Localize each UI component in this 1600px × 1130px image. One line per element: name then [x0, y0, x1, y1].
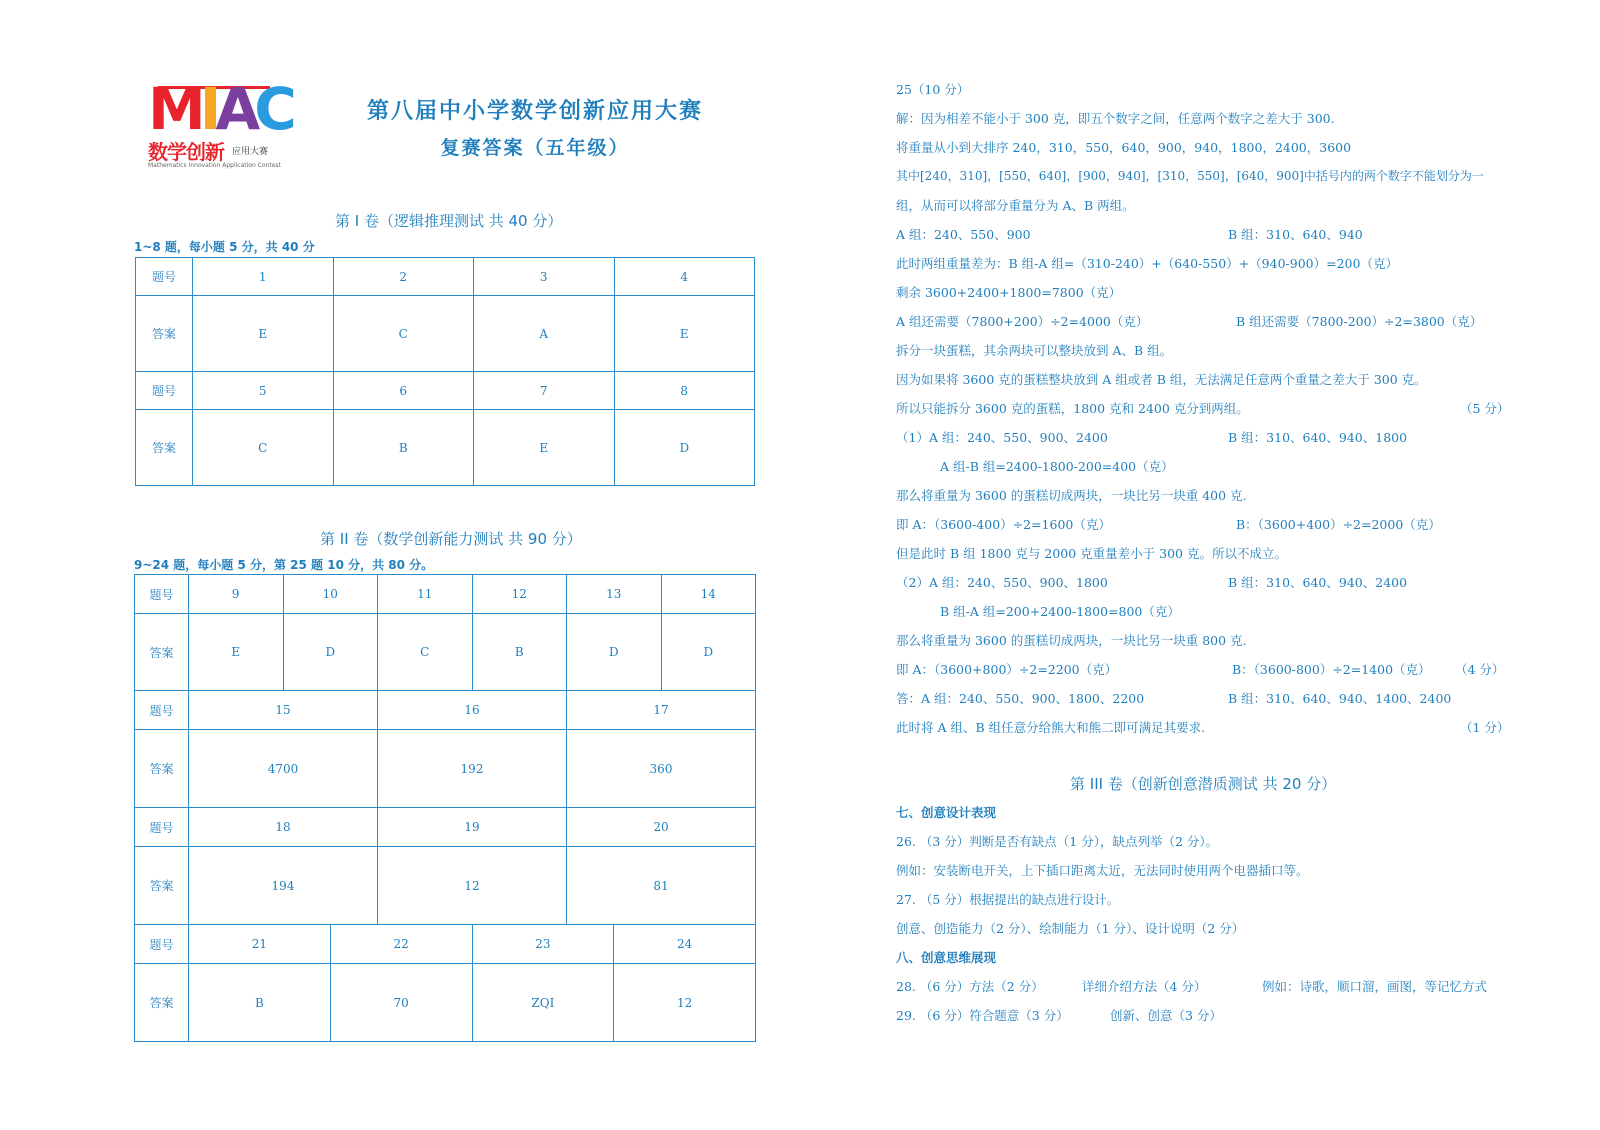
table-row: 答案 E D C B D D — [135, 614, 756, 691]
solution-line: 所以只能拆分 3600 克的蛋糕，1800 克和 2400 克分到两组。 — [896, 401, 1249, 416]
part2-title: 第 II 卷（数学创新能力测试 共 90 分） — [320, 530, 582, 548]
q27-detail: 创意、创造能力（2 分）、绘制能力（1 分）、设计说明（2 分） — [896, 921, 1245, 936]
solution-line: B：（3600-800）÷2=1400（克） — [1232, 662, 1431, 677]
solution-line: B 组-A 组=200+2400-1800=800（克） — [940, 604, 1180, 619]
part2-table-15-17 — [134, 690, 756, 808]
solution-line: （1）A 组：240、550、900、2400 — [896, 430, 1108, 445]
table-row: 题号 15 16 17 — [135, 691, 756, 730]
solution-line: 此时两组重量差为：B 组-A 组=（310-240）+（640-550）+（940-900）=200（克） — [896, 256, 1398, 271]
part1-note: 1~8 题，每小题 5 分，共 40 分 — [134, 240, 315, 254]
table-row: 题号 18 19 20 — [135, 808, 756, 847]
solution-line: 解：因为相差不能小于 300 克，即五个数字之间，任意两个数字之差大于 300. — [896, 111, 1335, 126]
solution-line: 答：A 组：240、550、900、1800、2200 — [896, 691, 1145, 706]
section-7-heading: 七、创意设计表现 — [896, 805, 997, 820]
table-row: 答案 B 70 ZQI 12 — [135, 964, 756, 1042]
table-row: 答案 194 12 81 — [135, 847, 756, 925]
solution-line: 此时将 A 组、B 组任意分给熊大和熊二即可满足其要求. — [896, 720, 1206, 735]
q29-detail: 创新、创意（3 分） — [1110, 1008, 1222, 1023]
table-row: 题号 9 10 11 12 13 14 — [135, 575, 756, 614]
solution-line: 将重量从小到大排序 240，310，550，640，900，940，1800，2400，3600 — [896, 140, 1352, 155]
logo-chinese-small: 应用大赛 — [232, 147, 269, 157]
score-note: （4 分） — [1455, 662, 1505, 677]
part2-table-9-14 — [134, 574, 756, 691]
solution-line: 拆分一块蛋糕，其余两块可以整块放到 A、B 组。 — [896, 343, 1173, 358]
solution-line: B 组：310、640、940、1400、2400 — [1228, 691, 1452, 706]
table-row: 答案 E C A E — [136, 296, 755, 372]
solution-line: 即 A：（3600-400）÷2=1600（克） — [896, 517, 1111, 532]
solution-line: 因为如果将 3600 克的蛋糕整块放到 A 组或者 B 组，无法满足任意两个重量之差大于 300 克。 — [896, 372, 1427, 387]
solution-line: 但是此时 B 组 1800 克与 2000 克重量差小于 300 克。所以不成立。 — [896, 546, 1287, 561]
solution-line: A 组-B 组=2400-1800-200=400（克） — [940, 459, 1174, 474]
part1-answer-table — [135, 257, 755, 486]
q28-detail: 详细介绍方法（4 分） — [1082, 979, 1207, 994]
solution-line: B：（3600+400）÷2=2000（克） — [1236, 517, 1441, 532]
q25-heading: 25（10 分） — [896, 82, 970, 97]
solution-line: 其中[240，310]，[550，640]，[900，940]，[310，550]，[640，900]中括号内的两个数字不能划分为一 — [896, 169, 1484, 183]
q28-line: 28. （6 分）方法（2 分） — [896, 979, 1044, 994]
solution-line: （2）A 组：240、550、900、1800 — [896, 575, 1108, 590]
q26-example: 例如：安装断电开关，上下插口距离太近，无法同时使用两个电器插口等。 — [896, 863, 1309, 878]
solution-line: 剩余 3600+2400+1800=7800（克） — [896, 285, 1122, 300]
solution-line: B 组：310、640、940、2400 — [1228, 575, 1408, 590]
page-title: 第八届中小学数学创新应用大赛 — [366, 98, 703, 124]
part2-table-21-24 — [134, 924, 756, 1042]
part3-title: 第 III 卷（创新创意潜质测试 共 20 分） — [1070, 775, 1337, 793]
table-row: 题号 1 2 3 4 — [136, 258, 755, 296]
solution-line: A 组还需要（7800+200）÷2=4000（克） — [896, 314, 1149, 329]
score-note: （5 分） — [1460, 401, 1510, 416]
solution-line: B 组：310、640、940、1800 — [1228, 430, 1408, 445]
part2-table-18-20 — [134, 807, 756, 925]
solution-line: B 组还需要（7800-200）÷2=3800（克） — [1236, 314, 1483, 329]
table-row: 答案 C B E D — [136, 410, 755, 486]
score-note: （1 分） — [1460, 720, 1510, 735]
solution-line: 即 A：（3600+800）÷2=2200（克） — [896, 662, 1118, 677]
q28-example: 例如：诗歌，顺口溜，画图，等记忆方式 — [1262, 979, 1488, 994]
table-row: 题号 21 22 23 24 — [135, 925, 756, 964]
q27-line: 27. （5 分）根据提出的缺点进行设计。 — [896, 892, 1120, 907]
contest-logo — [148, 75, 291, 172]
part1-title: 第 I 卷（逻辑推理测试 共 40 分） — [335, 212, 563, 230]
solution-line: B 组：310、640、940 — [1228, 227, 1363, 242]
table-row: 答案 4700 192 360 — [135, 730, 756, 808]
q26-line: 26. （3 分）判断是否有缺点（1 分），缺点列举（2 分）。 — [896, 834, 1219, 849]
solution-line: 组，从而可以将部分重量分为 A、B 两组。 — [896, 198, 1135, 213]
q29-line: 29. （6 分）符合题意（3 分） — [896, 1008, 1069, 1023]
logo-letters: MIAC — [148, 75, 291, 143]
solution-line: 那么将重量为 3600 的蛋糕切成两块，一块比另一块重 800 克. — [896, 633, 1247, 648]
table-row: 题号 5 6 7 8 — [136, 372, 755, 410]
logo-chinese: 数学创新 — [148, 140, 224, 164]
part2-note: 9~24 题，每小题 5 分，第 25 题 10 分，共 80 分。 — [134, 558, 434, 572]
solution-line: A 组：240、550、900 — [896, 227, 1031, 242]
page-subtitle: 复赛答案（五年级） — [440, 137, 630, 159]
solution-line: 那么将重量为 3600 的蛋糕切成两块，一块比另一块重 400 克. — [896, 488, 1247, 503]
section-8-heading: 八、创意思维展现 — [896, 950, 997, 965]
logo-english: Mathematics Innovation Application Contest — [148, 162, 281, 169]
